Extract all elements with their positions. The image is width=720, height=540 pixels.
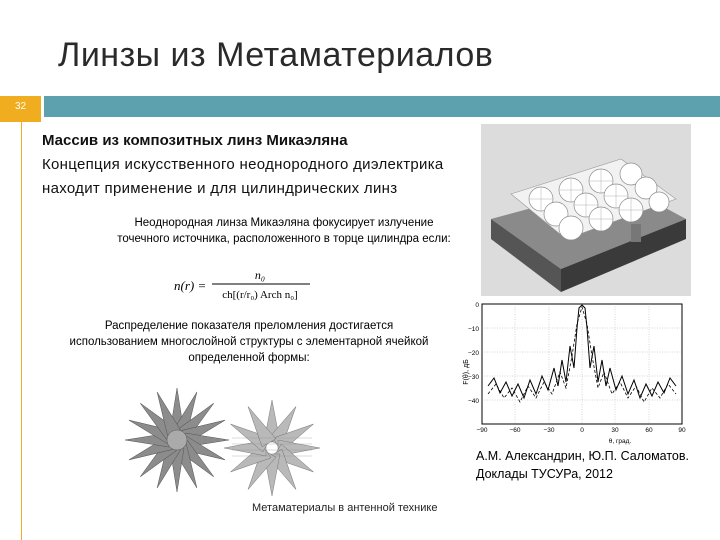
plot-xlabel: θ, град. [608,438,632,445]
reference-journal: Доклады ТУСУРа, 2012 [476,467,613,481]
lens-description: Неоднородная линза Микаэляна фокусирует излучение точечного источника, расположенного в торце цилиндра если: [117,217,451,245]
lens-array-photo [481,124,691,296]
plot-ytick-0: 0 [475,302,479,309]
concept-line-1: Концепция искусственного неоднородного диэлектрика [42,156,444,173]
plot-ytick-4: −40 [467,398,479,405]
concept-line-2: находит применение и для цилиндрических линз [42,180,398,197]
formula-lhs: n(r) = [174,278,207,293]
slide-title: Линзы из Метаматериалов [58,36,494,74]
radiation-pattern-plot [460,298,690,446]
plot-xtick-4: 30 [611,427,619,434]
plot-xtick-6: 90 [678,427,686,434]
slide-number: 32 [0,96,41,122]
plot-xtick-0: −90 [476,427,488,434]
plot-xtick-2: −30 [543,427,555,434]
section-heading: Массив из композитных линз Микаэляна [42,132,348,149]
structure-description: Распределение показателя преломления достигается использованием многослойной структуры с элементарной ячейкой определенной формы: [69,320,429,364]
plot-ytick-3: −30 [467,374,479,381]
plot-ytick-1: −10 [467,326,479,333]
index-formula [172,266,322,306]
slide-footer: Метаматериалы в антенной технике [252,502,438,514]
plot-ytick-2: −20 [467,350,479,357]
plot-xtick-3: 0 [580,427,584,434]
plot-xtick-5: 60 [645,427,653,434]
unit-cell-illustration [122,378,332,508]
plot-ylabel: F(θ), дБ [463,359,470,385]
header-accent-bar [44,96,720,117]
reference-authors: А.М. Александрин, Ю.П. Саломатов. [476,449,690,463]
left-accent-line [21,122,22,540]
formula-denominator: ch[(r/r₀) Arch n₀] [222,289,298,301]
formula-numerator: n₀ [254,268,266,282]
plot-xtick-1: −60 [509,427,521,434]
